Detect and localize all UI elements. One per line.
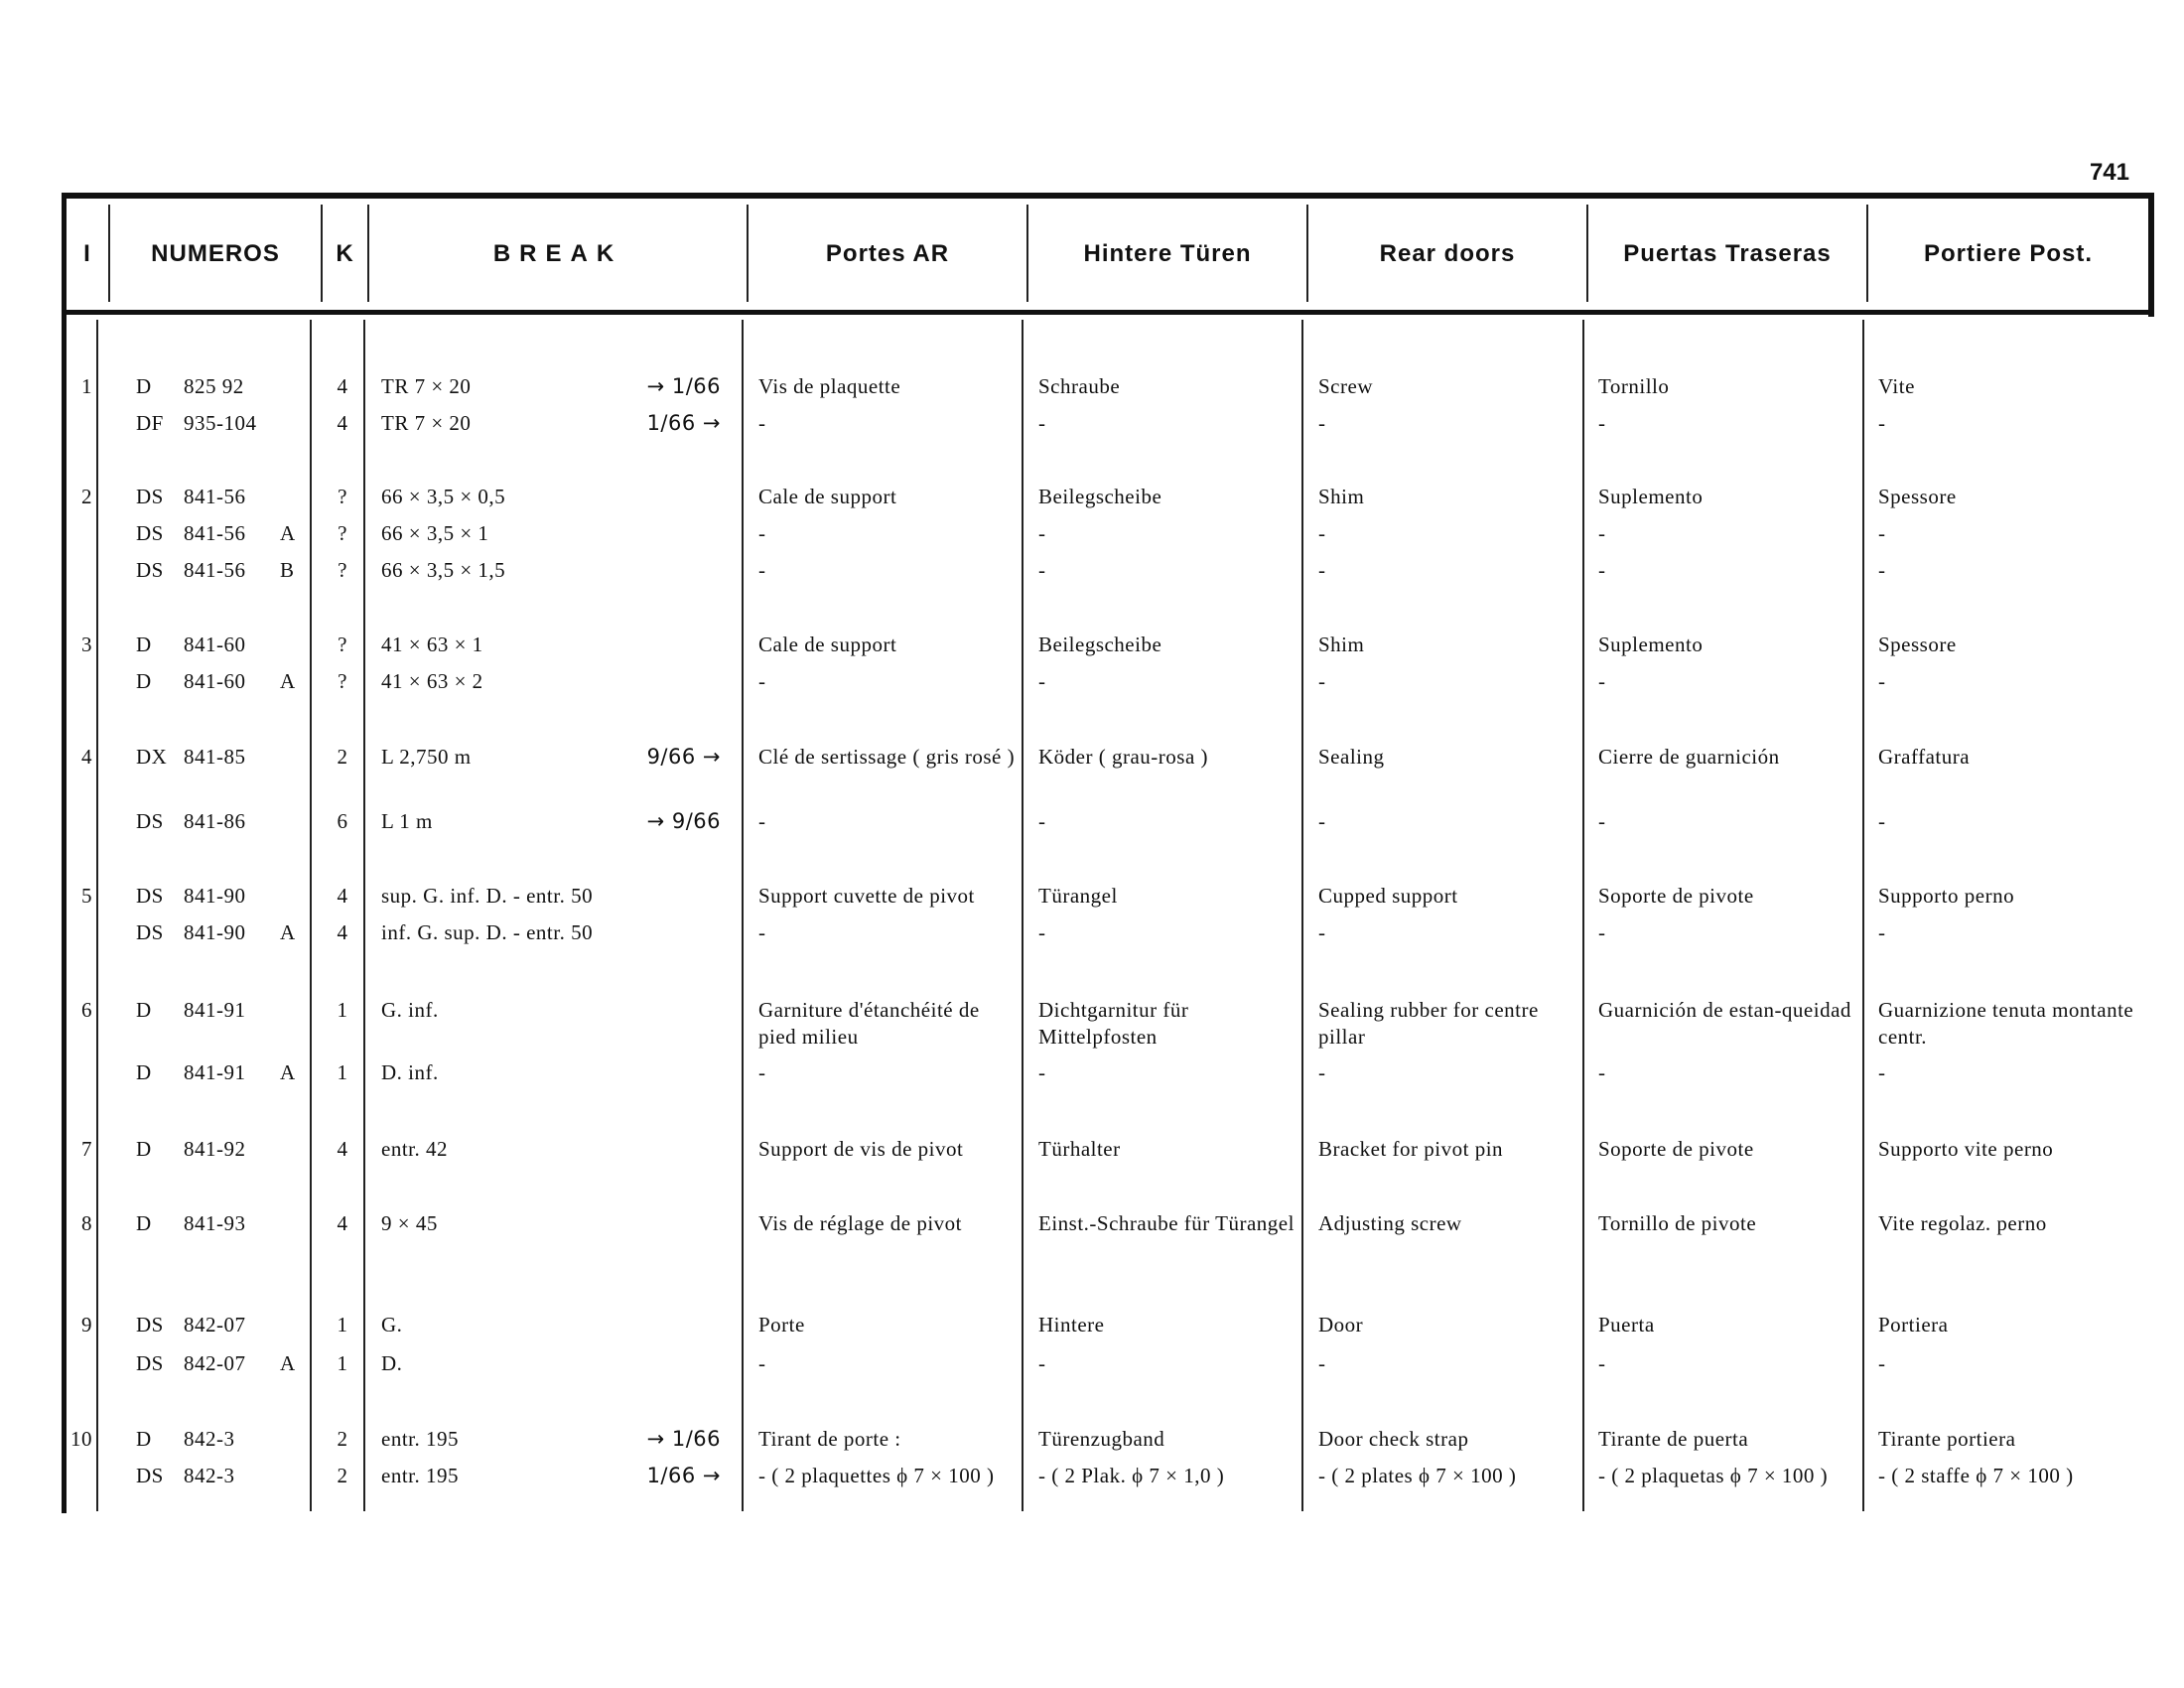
cell-it: Tirante portiera [1878, 1427, 2016, 1451]
cell-date: 9/66 → [646, 745, 721, 769]
cell-en: - [1318, 669, 1326, 693]
cell-fr: - [758, 411, 766, 435]
cell-k: 4 [337, 1137, 348, 1161]
cell-k: 2 [337, 1464, 348, 1487]
cell-k: 4 [337, 884, 348, 908]
cell-desc: 66 × 3,5 × 1 [381, 521, 489, 545]
cell-it: - [1878, 920, 1886, 944]
cell-it: Spessore [1878, 633, 1957, 656]
cell-it: - [1878, 521, 1886, 545]
cell-es: - [1598, 920, 1606, 944]
cell-suf: A [280, 669, 296, 693]
cell-k: 1 [337, 998, 348, 1022]
cell-it: - ( 2 staffe ϕ 7 × 100 ) [1878, 1464, 2074, 1487]
cell-de: Türenzugband [1038, 1427, 1165, 1451]
header-es: Puertas Traseras [1623, 240, 1832, 267]
cell-idx: 10 [70, 1427, 92, 1451]
cell-pre: DS [136, 809, 164, 833]
cell-fr: - [758, 558, 766, 582]
cell-pre: DS [136, 920, 164, 944]
cell-en: - [1318, 521, 1326, 545]
cell-en: Door check strap [1318, 1427, 1469, 1451]
cell-num: 841-91 [184, 1060, 246, 1084]
cell-es: Cierre de guarnición [1598, 745, 1780, 769]
cell-desc: L 1 m [381, 809, 433, 833]
cell-it: Vite [1878, 374, 1915, 398]
header-divider [1026, 205, 1028, 302]
cell-k: ? [338, 669, 347, 693]
cell-de: Köder ( grau-rosa ) [1038, 745, 1209, 769]
cell-es: - [1598, 1351, 1606, 1375]
cell-num: 842-3 [184, 1464, 235, 1487]
cell-en: Shim [1318, 485, 1365, 508]
cell-idx: 5 [81, 884, 92, 908]
cell-es: Tornillo [1598, 374, 1670, 398]
cell-fr: - [758, 521, 766, 545]
cell-de: Schraube [1038, 374, 1121, 398]
cell-it: - [1878, 809, 1886, 833]
cell-it: Guarnizione tenuta montante centr. [1878, 998, 2134, 1049]
cell-es: - [1598, 521, 1606, 545]
cell-en: - [1318, 1351, 1326, 1375]
cell-suf: A [280, 920, 296, 944]
cell-date: 1/66 → [646, 1464, 721, 1487]
header-it: Portiere Post. [1923, 240, 2094, 267]
cell-num: 935-104 [184, 411, 257, 435]
cell-pre: DS [136, 558, 164, 582]
cell-fr: Tirant de porte : [758, 1427, 901, 1451]
cell-fr: Porte [758, 1313, 805, 1336]
cell-idx: 3 [81, 633, 92, 656]
cell-de: - [1038, 1060, 1046, 1084]
cell-desc: inf. G. sup. D. - entr. 50 [381, 920, 594, 944]
body-divider [1582, 320, 1584, 1511]
cell-it: Supporto perno [1878, 884, 2015, 908]
cell-suf: B [280, 558, 295, 582]
cell-desc: 41 × 63 × 2 [381, 669, 483, 693]
cell-pre: D [136, 1060, 152, 1084]
cell-es: - [1598, 809, 1606, 833]
cell-num: 841-60 [184, 633, 246, 656]
cell-de: - [1038, 521, 1046, 545]
cell-desc: 66 × 3,5 × 1,5 [381, 558, 506, 582]
cell-desc: 66 × 3,5 × 0,5 [381, 485, 506, 508]
header-divider [1866, 205, 1868, 302]
header-divider [108, 205, 110, 302]
cell-pre: D [136, 1211, 152, 1235]
cell-en: - [1318, 558, 1326, 582]
cell-pre: DF [136, 411, 164, 435]
cell-en: - [1318, 920, 1326, 944]
cell-en: - ( 2 plates ϕ 7 × 100 ) [1318, 1464, 1517, 1487]
cell-de: Beilegscheibe [1038, 485, 1162, 508]
header-index: I [83, 240, 91, 267]
cell-de: Hintere [1038, 1313, 1105, 1336]
cell-fr: - [758, 1351, 766, 1375]
cell-fr: - [758, 809, 766, 833]
cell-es: Soporte de pivote [1598, 1137, 1754, 1161]
cell-idx: 9 [81, 1313, 92, 1336]
cell-it: Supporto vite perno [1878, 1137, 2054, 1161]
cell-es: - [1598, 669, 1606, 693]
cell-fr: Vis de plaquette [758, 374, 901, 398]
cell-es: Suplemento [1598, 633, 1704, 656]
header-separator [62, 310, 2154, 315]
cell-desc: 9 × 45 [381, 1211, 438, 1235]
body-divider [363, 320, 365, 1511]
cell-desc: G. inf. [381, 998, 439, 1022]
header-divider [367, 205, 369, 302]
cell-de: - [1038, 1351, 1046, 1375]
cell-suf: A [280, 521, 296, 545]
cell-es: - [1598, 558, 1606, 582]
cell-num: 841-60 [184, 669, 246, 693]
cell-it: Graffatura [1878, 745, 1971, 769]
header-k: K [336, 240, 354, 267]
cell-desc: sup. G. inf. D. - entr. 50 [381, 884, 594, 908]
cell-de: Türhalter [1038, 1137, 1121, 1161]
header-divider [321, 205, 323, 302]
cell-idx: 4 [81, 745, 92, 769]
cell-idx: 2 [81, 485, 92, 508]
cell-pre: DS [136, 485, 164, 508]
cell-num: 841-85 [184, 745, 246, 769]
cell-desc: G. [381, 1313, 403, 1336]
cell-en: Screw [1318, 374, 1373, 398]
cell-num: 841-86 [184, 809, 246, 833]
cell-desc: entr. 42 [381, 1137, 448, 1161]
cell-es: Guarnición de estan-queidad [1598, 998, 1851, 1022]
cell-desc: entr. 195 [381, 1427, 459, 1451]
cell-pre: DX [136, 745, 168, 769]
cell-pre: DS [136, 1464, 164, 1487]
cell-it: - [1878, 1351, 1886, 1375]
cell-fr: Clé de sertissage ( gris rosé ) [758, 745, 1016, 769]
cell-desc: D. [381, 1351, 403, 1375]
body-divider [310, 320, 312, 1511]
header-de: Hintere Türen [1083, 240, 1252, 267]
cell-es: Tornillo de pivote [1598, 1211, 1757, 1235]
cell-en: Cupped support [1318, 884, 1458, 908]
cell-it: Vite regolaz. perno [1878, 1211, 2047, 1235]
cell-k: ? [338, 521, 347, 545]
cell-num: 841-93 [184, 1211, 246, 1235]
cell-k: 4 [337, 411, 348, 435]
cell-de: - [1038, 809, 1046, 833]
cell-date: → 1/66 [646, 1427, 721, 1451]
cell-date: 1/66 → [646, 411, 721, 435]
cell-k: 2 [337, 745, 348, 769]
cell-desc: TR 7 × 20 [381, 411, 472, 435]
cell-num: 841-56 [184, 558, 246, 582]
header-en: Rear doors [1379, 240, 1516, 267]
cell-num: 842-07 [184, 1313, 246, 1336]
cell-en: - [1318, 1060, 1326, 1084]
header-fr: Portes AR [825, 240, 950, 267]
cell-es: Soporte de pivote [1598, 884, 1754, 908]
cell-fr: Vis de réglage de pivot [758, 1211, 963, 1235]
cell-fr: - [758, 920, 766, 944]
cell-k: 4 [337, 374, 348, 398]
cell-en: Shim [1318, 633, 1365, 656]
cell-num: 825 92 [184, 374, 244, 398]
cell-de: Beilegscheibe [1038, 633, 1162, 656]
cell-en: Adjusting screw [1318, 1211, 1462, 1235]
cell-it: - [1878, 1060, 1886, 1084]
cell-it: - [1878, 669, 1886, 693]
cell-es: Suplemento [1598, 485, 1704, 508]
body-divider [1862, 320, 1864, 1511]
cell-it: Spessore [1878, 485, 1957, 508]
cell-k: 6 [337, 809, 348, 833]
cell-idx: 1 [81, 374, 92, 398]
body-divider [1301, 320, 1303, 1511]
cell-de: - [1038, 411, 1046, 435]
cell-date: → 9/66 [646, 809, 721, 833]
cell-pre: D [136, 1427, 152, 1451]
header-divider [1306, 205, 1308, 302]
cell-num: 842-3 [184, 1427, 235, 1451]
cell-de: Einst.-Schraube für Türangel [1038, 1211, 1295, 1235]
body-divider [1022, 320, 1024, 1511]
header-break: BREAK [492, 240, 623, 267]
cell-pre: D [136, 374, 152, 398]
cell-de: - [1038, 669, 1046, 693]
cell-k: 1 [337, 1351, 348, 1375]
cell-num: 841-92 [184, 1137, 246, 1161]
cell-en: Door [1318, 1313, 1364, 1336]
cell-en: Sealing [1318, 745, 1385, 769]
cell-k: 1 [337, 1060, 348, 1084]
cell-num: 841-91 [184, 998, 246, 1022]
cell-de: - [1038, 920, 1046, 944]
cell-k: ? [338, 485, 347, 508]
cell-k: ? [338, 558, 347, 582]
cell-idx: 8 [81, 1211, 92, 1235]
cell-pre: D [136, 998, 152, 1022]
cell-fr: Garniture d'étanchéité de pied milieu [758, 998, 980, 1049]
cell-it: - [1878, 411, 1886, 435]
cell-en: Bracket for pivot pin [1318, 1137, 1504, 1161]
cell-pre: D [136, 633, 152, 656]
table-frame-right [2148, 193, 2154, 317]
cell-pre: D [136, 1137, 152, 1161]
cell-suf: A [280, 1060, 296, 1084]
cell-suf: A [280, 1351, 296, 1375]
cell-fr: - [758, 669, 766, 693]
cell-k: 1 [337, 1313, 348, 1336]
cell-es: - ( 2 plaquetas ϕ 7 × 100 ) [1598, 1464, 1829, 1487]
cell-pre: DS [136, 1351, 164, 1375]
cell-it: - [1878, 558, 1886, 582]
cell-k: 4 [337, 920, 348, 944]
cell-pre: DS [136, 884, 164, 908]
cell-en: - [1318, 411, 1326, 435]
cell-desc: 41 × 63 × 1 [381, 633, 483, 656]
cell-k: 2 [337, 1427, 348, 1451]
cell-num: 841-90 [184, 920, 246, 944]
body-divider [742, 320, 744, 1511]
cell-num: 841-56 [184, 521, 246, 545]
cell-pre: D [136, 669, 152, 693]
cell-de: Dichtgarnitur für Mittelpfosten [1038, 998, 1189, 1049]
cell-desc: entr. 195 [381, 1464, 459, 1487]
cell-idx: 7 [81, 1137, 92, 1161]
cell-it: Portiera [1878, 1313, 1949, 1336]
cell-k: 4 [337, 1211, 348, 1235]
cell-es: - [1598, 1060, 1606, 1084]
header-divider [747, 205, 749, 302]
cell-fr: Cale de support [758, 485, 897, 508]
cell-fr: Cale de support [758, 633, 897, 656]
cell-fr: Support cuvette de pivot [758, 884, 975, 908]
cell-de: - ( 2 Plak. ϕ 7 × 1,0 ) [1038, 1464, 1225, 1487]
cell-desc: TR 7 × 20 [381, 374, 472, 398]
cell-num: 842-07 [184, 1351, 246, 1375]
cell-es: Puerta [1598, 1313, 1655, 1336]
header-numeros: NUMEROS [151, 240, 280, 267]
cell-desc: D. inf. [381, 1060, 439, 1084]
header-divider [1586, 205, 1588, 302]
body-divider [96, 320, 98, 1511]
page-number: 741 [2089, 159, 2129, 186]
cell-de: - [1038, 558, 1046, 582]
cell-num: 841-56 [184, 485, 246, 508]
cell-en: - [1318, 809, 1326, 833]
cell-fr: - ( 2 plaquettes ϕ 7 × 100 ) [758, 1464, 995, 1487]
cell-en: Sealing rubber for centre pillar [1318, 998, 1539, 1049]
cell-idx: 6 [81, 998, 92, 1022]
cell-pre: DS [136, 521, 164, 545]
cell-de: Türangel [1038, 884, 1118, 908]
cell-num: 841-90 [184, 884, 246, 908]
cell-pre: DS [136, 1313, 164, 1336]
cell-es: Tirante de puerta [1598, 1427, 1749, 1451]
cell-fr: Support de vis de pivot [758, 1137, 964, 1161]
cell-date: → 1/66 [646, 374, 721, 398]
cell-fr: - [758, 1060, 766, 1084]
cell-k: ? [338, 633, 347, 656]
cell-desc: L 2,750 m [381, 745, 472, 769]
cell-es: - [1598, 411, 1606, 435]
